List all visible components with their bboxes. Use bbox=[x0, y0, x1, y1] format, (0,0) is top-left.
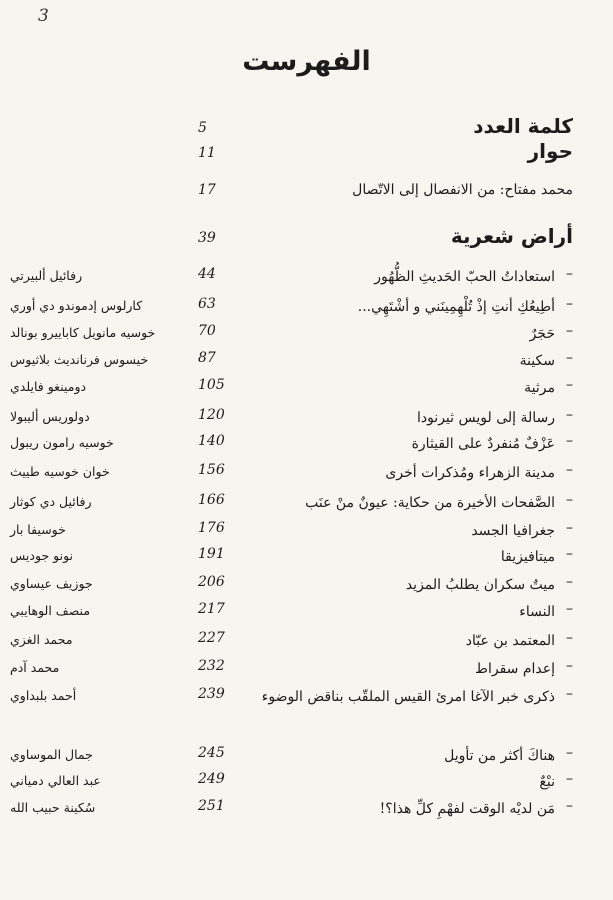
section-label: حوار bbox=[527, 139, 573, 163]
entry-title: نبْعٌ bbox=[539, 774, 555, 790]
entry-title: جغرافيا الجسد bbox=[471, 523, 555, 539]
entry-page-number: 166 bbox=[198, 492, 225, 508]
entry-title: مدينة الزهراء ومُذكرات أخرى bbox=[385, 465, 555, 481]
section-label: كلمة العدد bbox=[473, 114, 573, 138]
section-page-number: 11 bbox=[198, 145, 216, 161]
entry-title: هناكَ أكثر من تأويل bbox=[444, 748, 555, 764]
entry-dash: – bbox=[566, 745, 573, 761]
section-label: أراض شعرية bbox=[450, 224, 573, 248]
interview-page-number: 17 bbox=[198, 182, 216, 198]
entry-author: خوسيفا بار bbox=[10, 522, 66, 537]
entry-dash: – bbox=[566, 574, 573, 590]
entry-title: المعتمد بن عبّاد bbox=[465, 633, 555, 649]
entry-dash: – bbox=[566, 520, 573, 536]
entry-title: ميتافيزيقا bbox=[500, 549, 555, 565]
entry-author: خوان خوسيه طييث bbox=[10, 464, 110, 479]
interview-title: محمد مفتاح: من الانفصال إلى الاتّصال bbox=[352, 182, 573, 198]
entry-page-number: 105 bbox=[198, 377, 225, 393]
entry-author: أحمد بلبداوي bbox=[10, 688, 77, 703]
entry-page-number: 70 bbox=[198, 323, 216, 339]
entry-author: محمد آدم bbox=[10, 660, 60, 675]
entry-author: منصف الوهايبي bbox=[10, 603, 91, 618]
entry-dash: – bbox=[566, 323, 573, 339]
entry-title: أطِيعُكِ أنتِ إذْ تُلْهِمِينَني و أشْتَهِي... bbox=[357, 299, 555, 315]
entry-dash: – bbox=[566, 350, 573, 366]
entry-dash: – bbox=[566, 492, 573, 508]
entry-title: استعاداتُ الحبّ الحَديثِ الظُّهُور bbox=[374, 269, 555, 285]
entry-page-number: 156 bbox=[198, 462, 225, 478]
entry-page-number: 232 bbox=[198, 658, 225, 674]
entry-author: محمد الغزي bbox=[10, 632, 73, 647]
entry-page-number: 245 bbox=[198, 745, 225, 761]
toc-interview-entry bbox=[28, 180, 573, 202]
section-page-number: 5 bbox=[198, 120, 207, 136]
entry-dash: – bbox=[566, 630, 573, 646]
entry-dash: – bbox=[566, 771, 573, 787]
entry-dash: – bbox=[566, 462, 573, 478]
entry-title: النساء bbox=[519, 604, 555, 620]
entry-page-number: 191 bbox=[198, 546, 225, 562]
entry-author: دولوريس أليبولا bbox=[10, 409, 90, 424]
entry-title: ميتٌ سكران يطلبُ المزيد bbox=[405, 577, 555, 593]
entry-author: جوزيف عيساوي bbox=[10, 576, 93, 591]
entry-title: مرثية bbox=[524, 380, 555, 396]
entry-author: رفائيل دي كوثار bbox=[10, 494, 92, 509]
entry-author: رفائيل ألبيرتي bbox=[10, 268, 83, 283]
entry-author: نونو جوديس bbox=[10, 548, 74, 563]
entry-page-number: 87 bbox=[198, 350, 216, 366]
entry-page-number: 63 bbox=[198, 296, 216, 312]
entry-page-number: 176 bbox=[198, 520, 225, 536]
section-page-number: 39 bbox=[198, 230, 216, 246]
entry-page-number: 140 bbox=[198, 433, 225, 449]
entry-dash: – bbox=[566, 601, 573, 617]
entry-page-number: 251 bbox=[198, 798, 225, 814]
entry-author: دومينغو فايلدي bbox=[10, 379, 87, 394]
entry-dash: – bbox=[566, 296, 573, 312]
entry-page-number: 44 bbox=[198, 266, 216, 282]
entry-dash: – bbox=[566, 266, 573, 282]
entry-dash: – bbox=[566, 546, 573, 562]
entry-author: خوسيه مانويل كاباييرو بونالد bbox=[10, 325, 156, 340]
page-number: 3 bbox=[38, 6, 49, 26]
entry-title: مَن لديْه الوقت لفهْمِ كلِّ هذا؟! bbox=[379, 801, 555, 817]
entry-author: خيسوس فرنانديث بلاثيوس bbox=[10, 352, 149, 367]
entry-page-number: 239 bbox=[198, 686, 225, 702]
entry-title: حَجَرٌ bbox=[529, 326, 555, 342]
entry-title: الصَّفحات الأخيرة من حكاية: عيونٌ منْ عنَب bbox=[305, 495, 555, 511]
entry-dash: – bbox=[566, 407, 573, 423]
toc-section-editorial bbox=[28, 114, 573, 138]
entry-title: سكينة bbox=[519, 353, 555, 369]
entry-author: خوسيه رامون ريبول bbox=[10, 435, 114, 450]
entry-author: سُكينة حبيب الله bbox=[10, 800, 96, 815]
entry-dash: – bbox=[566, 798, 573, 814]
entry-author: كارلوس إدموندو دي أوري bbox=[10, 298, 143, 313]
entry-title: رسالة إلى لويس ثيرنودا bbox=[416, 410, 555, 426]
entry-title: ذكرى خبر الآغا امرئ القيس الملقّب بناقض الوضوء bbox=[261, 689, 555, 705]
toc-section-poetry bbox=[28, 224, 573, 248]
entry-dash: – bbox=[566, 433, 573, 449]
entry-page-number: 206 bbox=[198, 574, 225, 590]
entry-title: إعدام سقراط bbox=[475, 661, 555, 677]
entry-page-number: 120 bbox=[198, 407, 225, 423]
entry-dash: – bbox=[566, 658, 573, 674]
toc-section-interview bbox=[28, 139, 573, 163]
entry-page-number: 249 bbox=[198, 771, 225, 787]
entry-dash: – bbox=[566, 377, 573, 393]
entry-page-number: 217 bbox=[198, 601, 225, 617]
entry-title: عَزْفٌ مُنفردٌ على القيثارة bbox=[411, 436, 555, 452]
entry-author: جمال الموساوي bbox=[10, 747, 93, 762]
entry-page-number: 227 bbox=[198, 630, 225, 646]
entry-dash: – bbox=[566, 686, 573, 702]
entry-author: عبد العالي دمياني bbox=[10, 773, 101, 788]
page-title: الفهرست bbox=[242, 46, 371, 77]
